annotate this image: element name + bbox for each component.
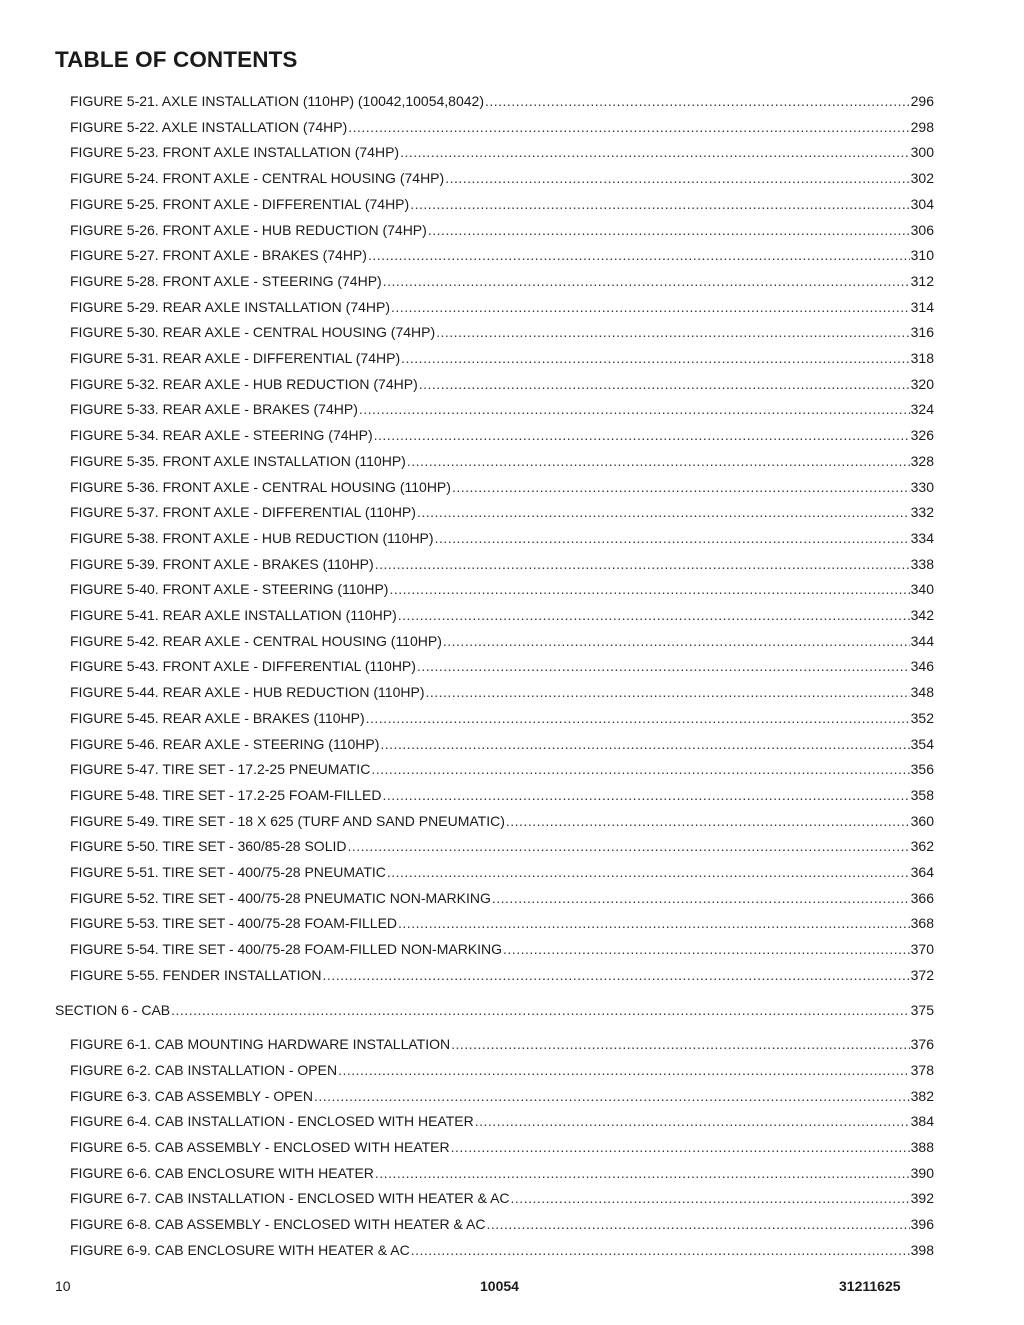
entry-page-number: 352 [910, 709, 934, 726]
entry-page-number: 318 [910, 350, 934, 366]
toc-figure-entry[interactable] [70, 349, 934, 367]
toc-figure-entry[interactable] [70, 940, 934, 958]
dot-leader [387, 863, 910, 881]
entry-title: FIGURE 5-29. REAR AXLE INSTALLATION (74HP) [70, 298, 391, 315]
entry-title: FIGURE 5-41. REAR AXLE INSTALLATION (110HP) [70, 607, 397, 623]
entry-page-number: 346 [910, 658, 934, 675]
entry-page-number: 326 [910, 427, 934, 444]
dot-leader [400, 143, 910, 161]
toc-figure-entry[interactable] [70, 169, 934, 187]
entry-title: FIGURE 5-30. REAR AXLE - CENTRAL HOUSING (74HP) [70, 324, 436, 341]
entry-title: FIGURE 5-46. REAR AXLE - STEERING (110HP) [70, 735, 380, 752]
dot-leader [410, 195, 909, 213]
dot-leader [451, 1035, 910, 1053]
toc-figure-entry[interactable] [70, 195, 934, 213]
toc-figure-entry[interactable] [70, 272, 934, 290]
toc-figure-entry[interactable] [70, 503, 934, 521]
dot-leader [503, 940, 910, 958]
dot-leader [398, 914, 910, 932]
dot-leader [436, 323, 910, 341]
toc-figure-entry[interactable] [70, 323, 934, 341]
toc-figure-entry[interactable] [70, 143, 934, 161]
toc-figure-entry[interactable] [70, 863, 934, 881]
entry-title: FIGURE 5-50. TIRE SET - 360/85-28 SOLID [70, 838, 347, 855]
dot-leader [368, 246, 910, 264]
entry-title: FIGURE 5-36. FRONT AXLE - CENTRAL HOUSING (110HP) [70, 478, 451, 495]
dot-leader [425, 683, 909, 701]
dot-leader [486, 1215, 909, 1233]
dot-leader [338, 1061, 910, 1079]
entry-page-number: 382 [910, 1087, 934, 1104]
entry-title: FIGURE 5-52. TIRE SET - 400/75-28 PNEUMATIC NON-MARKING [70, 889, 491, 906]
toc-figure-entry[interactable] [70, 580, 934, 598]
entry-title: FIGURE 6-6. CAB ENCLOSURE WITH HEATER [70, 1164, 374, 1181]
toc-figure-entry[interactable] [70, 1087, 934, 1105]
entry-page-number: 360 [910, 812, 934, 829]
toc-figure-entry[interactable] [70, 683, 934, 701]
entry-page-number: 378 [910, 1061, 934, 1078]
entry-page-number: 390 [910, 1164, 934, 1181]
entry-title: FIGURE 5-27. FRONT AXLE - BRAKES (74HP) [70, 247, 367, 264]
entry-page-number: 334 [910, 529, 934, 546]
dot-leader [419, 375, 910, 393]
toc-section-entry[interactable] [55, 1001, 934, 1019]
entry-title: SECTION 6 - CAB [55, 1001, 171, 1018]
entry-title: FIGURE 5-23. FRONT AXLE INSTALLATION (74HP) [70, 144, 400, 161]
toc-figure-entry[interactable] [70, 1138, 934, 1156]
entry-page-number: 320 [910, 375, 934, 392]
toc-figure-entry[interactable] [70, 1164, 934, 1182]
entry-page-number: 392 [910, 1190, 934, 1207]
entry-title: FIGURE 6-7. CAB INSTALLATION - ENCLOSED WITH HEATER & AC [70, 1190, 510, 1207]
entry-title: FIGURE 5-53. TIRE SET - 400/75-28 FOAM-FILLED [70, 915, 398, 932]
toc-figure-entry[interactable] [70, 246, 934, 264]
toc-figure-entry[interactable] [70, 452, 934, 470]
entry-page-number: 370 [910, 941, 934, 958]
entry-title: FIGURE 5-34. REAR AXLE - STEERING (74HP) [70, 427, 373, 444]
entry-title: FIGURE 5-33. REAR AXLE - BRAKES (74HP) [70, 401, 358, 418]
entry-title: FIGURE 6-8. CAB ASSEMBLY - ENCLOSED WITH HEATER & AC [70, 1216, 486, 1233]
toc-figure-entry[interactable] [70, 118, 934, 136]
toc-figure-entry[interactable] [70, 298, 934, 316]
toc-figure-entry[interactable] [70, 1215, 934, 1233]
entry-title: FIGURE 6-9. CAB ENCLOSURE WITH HEATER & AC [70, 1241, 410, 1258]
entry-page-number: 306 [910, 221, 934, 238]
entry-page-number: 368 [910, 915, 934, 932]
dot-leader [389, 580, 909, 598]
entry-page-number: 338 [910, 555, 934, 572]
entry-title: FIGURE 5-40. FRONT AXLE - STEERING (110HP) [70, 581, 389, 598]
toc-figure-entry[interactable] [70, 812, 934, 830]
entry-page-number: 300 [910, 144, 934, 161]
entry-title: FIGURE 6-3. CAB ASSEMBLY - OPEN [70, 1087, 313, 1104]
toc-figure-entry[interactable] [70, 657, 934, 675]
dot-leader [391, 298, 910, 316]
dot-leader [485, 92, 910, 110]
entry-title: FIGURE 5-37. FRONT AXLE - DIFFERENTIAL (110HP) [70, 504, 416, 521]
entry-page-number: 344 [910, 632, 934, 649]
entry-page-number: 354 [910, 735, 934, 752]
toc-figure-entry[interactable] [70, 1112, 934, 1130]
entry-page-number: 296 [910, 93, 934, 109]
dot-leader [359, 400, 910, 418]
toc-figure-entry[interactable] [70, 889, 934, 907]
dot-leader [383, 272, 910, 290]
dot-leader [347, 837, 909, 855]
dot-leader [401, 349, 910, 367]
toc-figure-entry[interactable] [70, 478, 934, 496]
dot-leader [452, 478, 910, 496]
entry-page-number: 362 [910, 838, 934, 855]
dot-leader [417, 503, 910, 521]
entry-title: FIGURE 5-42. REAR AXLE - CENTRAL HOUSING (110HP) [70, 632, 442, 649]
entry-title: FIGURE 5-55. FENDER INSTALLATION [70, 966, 322, 983]
toc-figure-entry[interactable] [70, 375, 934, 393]
toc-figure-entry[interactable] [70, 221, 934, 239]
entry-title: FIGURE 5-35. FRONT AXLE INSTALLATION (110HP) [70, 452, 406, 469]
entry-page-number: 332 [910, 504, 934, 521]
dot-leader [371, 760, 909, 778]
toc-figure-entry[interactable] [70, 1035, 934, 1053]
dot-leader [492, 889, 910, 907]
dot-leader [428, 221, 910, 239]
entry-title: FIGURE 5-44. REAR AXLE - HUB REDUCTION (110HP) [70, 684, 425, 701]
entry-title: FIGURE 5-24. FRONT AXLE - CENTRAL HOUSING (74HP) [70, 170, 445, 187]
entry-title: FIGURE 5-39. FRONT AXLE - BRAKES (110HP) [70, 555, 374, 572]
entry-title: FIGURE 5-21. AXLE INSTALLATION (110HP) (10042,10054,8042) [70, 93, 484, 109]
entry-page-number: 302 [910, 170, 934, 187]
dot-leader [411, 1241, 910, 1259]
entry-page-number: 310 [910, 247, 934, 264]
entry-page-number: 375 [910, 1001, 934, 1018]
dot-leader [407, 452, 910, 470]
entry-page-number: 384 [910, 1113, 934, 1130]
toc-figure-entry[interactable] [70, 966, 934, 984]
entry-page-number: 298 [910, 118, 934, 135]
entry-page-number: 348 [910, 684, 934, 701]
entry-page-number: 358 [910, 786, 934, 803]
dot-leader [506, 812, 910, 830]
entry-page-number: 366 [910, 889, 934, 906]
dot-leader [348, 118, 909, 136]
entry-page-number: 330 [910, 478, 934, 495]
entry-title: FIGURE 5-49. TIRE SET - 18 X 625 (TURF AND SAND PNEUMATIC) [70, 812, 505, 829]
entry-page-number: 328 [910, 452, 934, 469]
entry-page-number: 324 [910, 401, 934, 418]
toc-figure-entry[interactable] [70, 606, 934, 624]
entry-page-number: 340 [910, 581, 934, 598]
entry-page-number: 388 [910, 1139, 934, 1155]
entry-title: FIGURE 6-5. CAB ASSEMBLY - ENCLOSED WITH HEATER [70, 1139, 450, 1155]
toc-figure-entry[interactable] [70, 1061, 934, 1079]
toc-figure-entry[interactable] [70, 735, 934, 753]
dot-leader [382, 786, 909, 804]
entry-page-number: 342 [910, 607, 934, 623]
dot-leader [417, 657, 910, 675]
toc-figure-entry[interactable] [70, 1189, 934, 1207]
entry-page-number: 372 [910, 966, 934, 983]
dot-leader [374, 426, 910, 444]
toc-figure-entry[interactable] [70, 632, 934, 650]
entry-page-number: 304 [910, 195, 934, 212]
entry-title: FIGURE 5-48. TIRE SET - 17.2-25 FOAM-FILLED [70, 786, 382, 803]
entry-title: FIGURE 5-32. REAR AXLE - HUB REDUCTION (74HP) [70, 375, 418, 392]
toc-figure-entry[interactable] [70, 837, 934, 855]
dot-leader [445, 169, 909, 187]
entry-title: FIGURE 5-25. FRONT AXLE - DIFFERENTIAL (74HP) [70, 195, 410, 212]
toc-figure-entry[interactable] [70, 400, 934, 418]
page-title: TABLE OF CONTENTS [55, 47, 298, 72]
entry-page-number: 314 [910, 298, 934, 315]
entry-title: FIGURE 5-26. FRONT AXLE - HUB REDUCTION (74HP) [70, 221, 427, 238]
toc-figure-entry[interactable] [70, 1241, 934, 1259]
toc-figure-entry[interactable] [70, 914, 934, 932]
entry-title: FIGURE 5-43. FRONT AXLE - DIFFERENTIAL (110HP) [70, 658, 416, 675]
toc-figure-entry[interactable] [70, 426, 934, 444]
dot-leader [323, 966, 910, 984]
toc-figure-entry[interactable] [70, 92, 934, 110]
dot-leader [443, 632, 910, 650]
dot-leader [314, 1087, 910, 1105]
entry-title: FIGURE 5-47. TIRE SET - 17.2-25 PNEUMATIC [70, 761, 371, 778]
footer-model-number: 10054 [480, 1278, 519, 1294]
entry-title: FIGURE 5-28. FRONT AXLE - STEERING (74HP) [70, 272, 382, 289]
entry-page-number: 316 [910, 324, 934, 341]
dot-leader [435, 529, 910, 547]
dot-leader [398, 606, 910, 624]
entry-title: FIGURE 5-51. TIRE SET - 400/75-28 PNEUMATIC [70, 864, 386, 880]
dot-leader [366, 709, 910, 727]
dot-leader [380, 735, 909, 753]
footer-part-number: 31211625 [839, 1278, 901, 1294]
toc-figure-entry[interactable] [70, 555, 934, 573]
entry-page-number: 396 [910, 1216, 934, 1233]
dot-leader [375, 1164, 910, 1182]
entry-title: FIGURE 6-2. CAB INSTALLATION - OPEN [70, 1061, 338, 1078]
entry-page-number: 364 [910, 864, 934, 880]
entry-title: FIGURE 5-22. AXLE INSTALLATION (74HP) [70, 118, 348, 135]
entry-page-number: 376 [910, 1036, 934, 1053]
entry-title: FIGURE 5-31. REAR AXLE - DIFFERENTIAL (74HP) [70, 350, 401, 366]
entry-title: FIGURE 5-45. REAR AXLE - BRAKES (110HP) [70, 709, 365, 726]
entry-title: FIGURE 5-54. TIRE SET - 400/75-28 FOAM-FILLED NON-MARKING [70, 941, 503, 958]
dot-leader [375, 555, 910, 573]
entry-title: FIGURE 6-4. CAB INSTALLATION - ENCLOSED WITH HEATER [70, 1113, 474, 1130]
toc-figure-entry[interactable] [70, 786, 934, 804]
dot-leader [511, 1189, 910, 1207]
dot-leader [171, 1001, 910, 1019]
toc-figure-entry[interactable] [70, 709, 934, 727]
entry-title: FIGURE 6-1. CAB MOUNTING HARDWARE INSTALLATION [70, 1036, 451, 1053]
footer-page-number: 10 [55, 1278, 71, 1294]
dot-leader [475, 1112, 910, 1130]
toc-figure-entry[interactable] [70, 760, 934, 778]
entry-title: FIGURE 5-38. FRONT AXLE - HUB REDUCTION (110HP) [70, 529, 434, 546]
entry-page-number: 312 [910, 272, 934, 289]
dot-leader [451, 1138, 910, 1156]
entry-page-number: 398 [910, 1241, 934, 1258]
entry-page-number: 356 [910, 761, 934, 778]
toc-figure-entry[interactable] [70, 529, 934, 547]
